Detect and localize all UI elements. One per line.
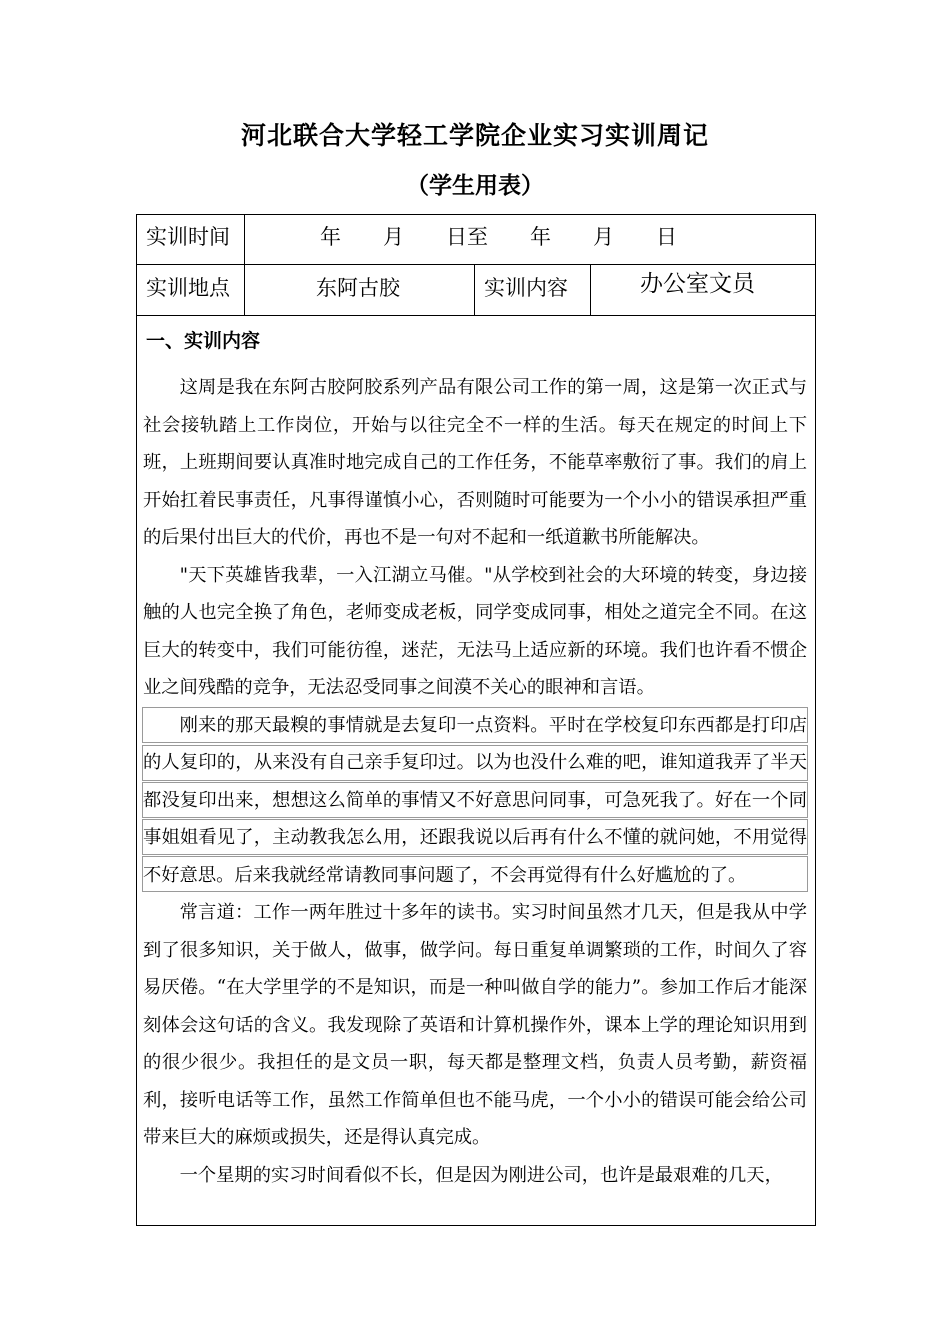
time-label: 实训时间 — [146, 225, 230, 249]
content-label: 实训内容 — [484, 276, 568, 300]
table-row-divider — [136, 264, 816, 265]
paragraph: 刚来的那天最糗的事情就是去复印一点资料。平时在学校复印东西都是打印店的人复印的，从来没有自己亲手复印过。以为也没什么难的吧，谁知道我弄了半天都没复印出来，想想这么简单的事情又不好意思问同事，可急死我了。好在一个同事姐姐看见了，主动教我怎么用，还跟我说以后再有什么不懂的就问她，不用觉得不好意思。后来我就经常请教同事问题了，不会再觉得有什么好尴尬的了。 — [143, 714, 807, 886]
paragraph: 常言道：工作一两年胜过十多年的读书。实习时间虽然才几天，但是我从中学到了很多知识，关于做人，做事，做学问。每日重复单调繁琐的工作，时间久了容易厌倦。“在大学里学的不是知识，而是一种叫做自学的能力”。参加工作后才能深刻体会这句话的含义。我发现除了英语和计算机操作外，课本上学的理论知识用到的很少很少。我担任的是文员一职，每天都是整理文档，负责人员考勤，薪资福利，接听电话等工作，虽然工作简单但也不能马虎，一个小小的错误可能会给公司带来巨大的麻烦或损失，还是得认真完成。 — [143, 902, 807, 1148]
document-title: 河北联合大学轻工学院企业实习实训周记 — [240, 121, 709, 150]
paragraph: 一个星期的实习时间看似不长，但是因为刚进公司，也许是最艰难的几天， — [179, 1164, 783, 1186]
place-label: 实训地点 — [146, 276, 230, 300]
paragraph: "天下英雄皆我辈，一入江湖立马催。"从学校到社会的大环境的转变，身边接触的人也完全换了角色，老师变成老板，同学变成同事，相处之道完全不同。在这巨大的转变中，我们可能彷徨，迷茫，无法马上适应新的环境。我们也许看不惯企业之间残酷的竞争，无法忍受同事之间漠不关心的眼神和言语。 — [143, 564, 807, 698]
table-column-divider — [474, 264, 475, 315]
table-column-divider — [590, 264, 591, 315]
section-body — [143, 369, 807, 1194]
section-heading: 一、实训内容 — [146, 330, 261, 352]
table-column-divider — [244, 214, 245, 315]
content-value: 办公室文员 — [640, 271, 755, 297]
document-subtitle: （学生用表） — [406, 173, 544, 199]
place-value: 东阿古胶 — [316, 276, 400, 300]
time-value: 年 月 日至 年 月 日 — [320, 225, 677, 249]
paragraph: 这周是我在东阿古胶阿胶系列产品有限公司工作的第一周，这是第一次正式与社会接轨踏上工作岗位，开始与以往完全不一样的生活。每天在规定的时间上下班，上班期间要认真准时地完成自己的工作任务，不能草率敷衍了事。我们的肩上开始扛着民事责任，凡事得谨慎小心，否则随时可能要为一个小小的错误承担严重的后果付出巨大的代价，再也不是一句对不起和一纸道歉书所能解决。 — [143, 377, 807, 548]
table-row-divider — [136, 315, 816, 316]
